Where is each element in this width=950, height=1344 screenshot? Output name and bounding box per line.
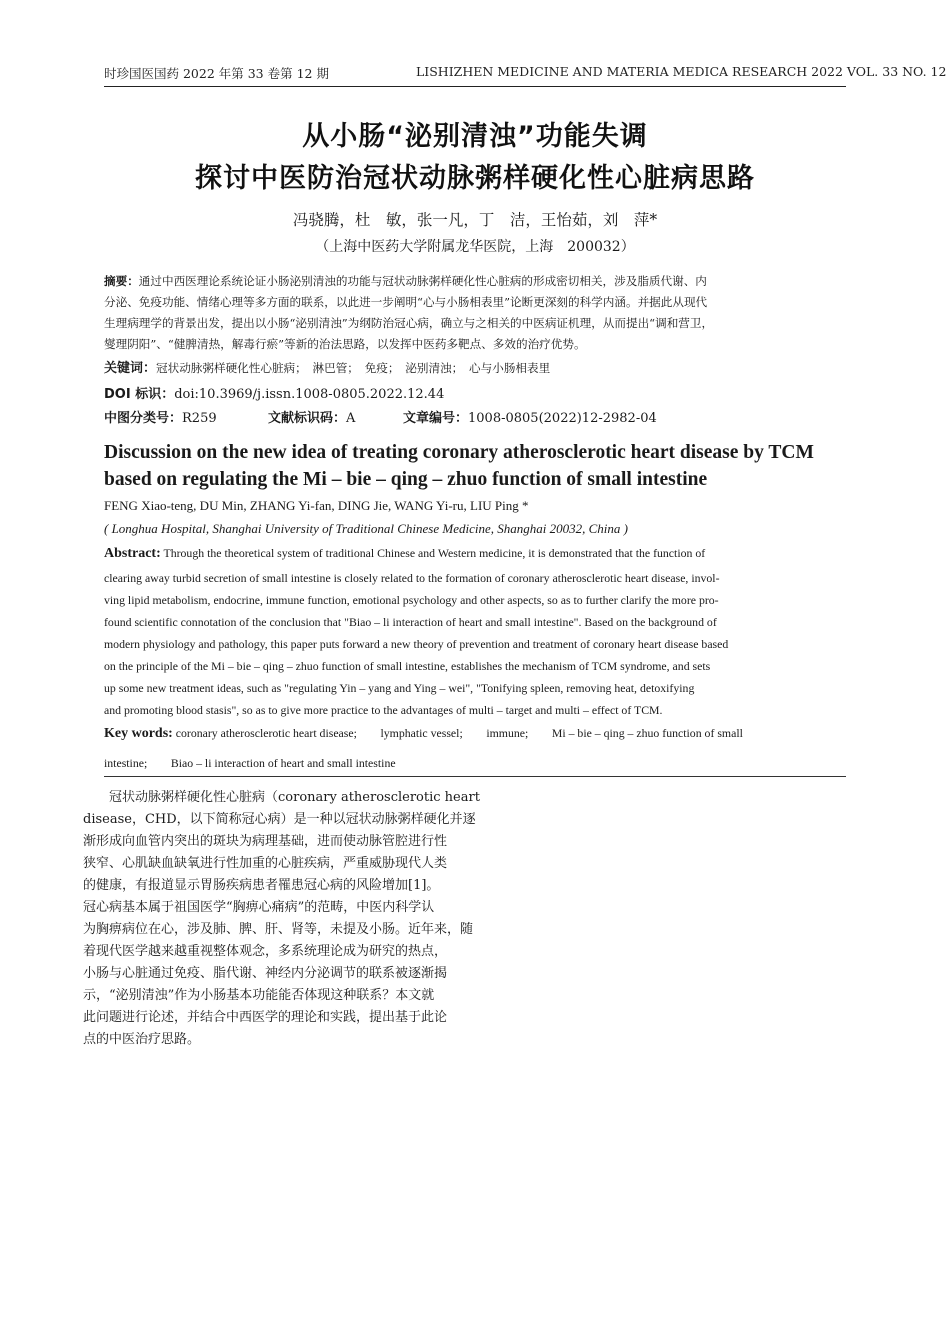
body-left-line: 着现代医学越来越重视整体观念，多系统理论成为研究的热点， bbox=[83, 944, 448, 959]
header-rule bbox=[104, 86, 846, 87]
abstract-en-line-5: modern physiology and pathology, this paper puts forward a new theory of prevention and treatment of coronary heart disease based bbox=[104, 637, 729, 651]
body-left-line: 渐形成向血管内突出的斑块为病理基础，进而使动脉管腔进行性 bbox=[83, 834, 448, 849]
article-number: 文章编号：1008-0805(2022)12-2982-04 bbox=[403, 411, 657, 426]
journal-header-en: LISHIZHEN MEDICINE AND MATERIA MEDICA RESEARCH 2022 VOL. 33 NO. 12 bbox=[416, 64, 947, 79]
section-rule bbox=[104, 776, 846, 777]
abstract-en-label: Abstract: bbox=[104, 546, 161, 561]
abstract-en-line-2: clearing away turbid secretion of small intestine is closely related to the formation of coronary atherosclerotic heart disease, invol- bbox=[104, 571, 720, 585]
abstract-cn-line-2: 分泌、免疫功能、情绪心理等多方面的联系，以此进一步阐明“心与小肠相表里”论断更深刻的科学内涵。并据此从现代 bbox=[104, 295, 708, 309]
abstract-en-line-1: Abstract: Through the theoretical system of traditional Chinese and Western medicine, it is demonstrated that the function of bbox=[104, 546, 706, 561]
journal-header-cn: 时珍国医国药 2022 年第 33 卷第 12 期 bbox=[104, 66, 329, 81]
abstract-en-line-4: found scientific connotation of the conclusion that "Biao – li interaction of heart and small intestine". Based on the background of bbox=[104, 615, 717, 629]
keywords-en-line-2: intestine; Biao – li interaction of heart and small intestine bbox=[104, 756, 396, 770]
body-left-line: 点的中医治疗思路。 bbox=[83, 1032, 201, 1047]
body-left-line: 为胸痹病位在心，涉及肺、脾、肝、肾等，未提及小肠。近年来，随 bbox=[83, 922, 474, 937]
abstract-cn-label: 摘要： bbox=[104, 274, 139, 288]
abstract-en-line-8: and promoting blood stasis", so as to give more practice to the advantages of multi – target and multi – effect of TCM. bbox=[104, 703, 663, 717]
affiliation-en: ( Longhua Hospital, Shanghai University of Traditional Chinese Medicine, Shanghai 20032, China ) bbox=[104, 521, 628, 536]
title-en-line-2: based on regulating the Mi – bie – qing – zhuo function of small intestine bbox=[104, 469, 708, 490]
body-left-line: 的健康，有报道显示胃肠疾病患者罹患冠心病的风险增加[1]。 bbox=[83, 878, 440, 893]
keywords-en-label: Key words: bbox=[104, 726, 173, 741]
body-left-line: 狭窄、心肌缺血缺氧进行性加重的心脏疾病，严重威胁现代人类 bbox=[83, 856, 448, 871]
body-left-line: 小肠与心脏通过免疫、脂代谢、神经内分泌调节的联系被逐渐揭 bbox=[83, 966, 448, 981]
clc-number: 中图分类号：R259 bbox=[104, 411, 217, 426]
affiliation: （上海中医药大学附属龙华医院，上海 200032） bbox=[315, 239, 635, 255]
authors: 冯骁腾，杜 敏，张一凡，丁 洁，王怡茹，刘 萍* bbox=[292, 211, 658, 229]
document-code: 文献标识码：A bbox=[268, 411, 356, 426]
title-line-2: 探讨中医防治冠状动脉粥样硬化性心脏病思路 bbox=[195, 163, 755, 194]
body-left-line: 此问题进行论述，并结合中西医学的理论和实践，提出基于此论 bbox=[83, 1010, 448, 1025]
body-left-line: 冠状动脉粥样硬化性心脏病（coronary atherosclerotic heart bbox=[83, 790, 480, 805]
abstract-cn-line-1: 摘要：通过中西医理论系统论证小肠泌别清浊的功能与冠状动脉粥样硬化性心脏病的形成密切相关，涉及脂质代谢、内 bbox=[104, 274, 707, 288]
title-line-1: 从小肠“泌别清浊”功能失调 bbox=[302, 121, 648, 152]
body-left-line: 冠心病基本属于祖国医学“胸痹心痛病”的范畴，中医内科学认 bbox=[83, 900, 435, 915]
title-en-line-1: Discussion on the new idea of treating coronary atherosclerotic heart disease by TCM bbox=[104, 442, 814, 463]
abstract-en-line-7: up some new treatment ideas, such as "regulating Yin – yang and Ying – wei", "Tonifying spleen, removing heat, detoxifying bbox=[104, 681, 695, 695]
abstract-en-line-3: ving lipid metabolism, endocrine, immune function, emotional psychology and other aspects, so as to further clarify the more pro- bbox=[104, 593, 719, 607]
abstract-en-line-6: on the principle of the Mi – bie – qing – zhuo function of small intestine, establishes the mechanism of TCM syndrome, and sets bbox=[104, 659, 711, 673]
doi: DOI 标识：doi:10.3969/j.issn.1008-0805.2022.12.44 bbox=[104, 387, 445, 402]
abstract-cn-line-4: 燮理阴阳”、“健脾清热，解毒行瘀”等新的治法思路，以发挥中医药多靶点、多效的治疗优势。 bbox=[104, 337, 586, 351]
abstract-cn-line-3: 生理病理学的背景出发，提出以小肠“泌别清浊”为纲防治冠心病，确立与之相关的中医病证机理，从而提出“调和营卫， bbox=[104, 316, 714, 330]
body-left-line: disease，CHD，以下简称冠心病）是一种以冠状动脉粥样硬化并逐 bbox=[83, 812, 476, 827]
keywords-en-line-1: Key words: coronary atherosclerotic heart disease; lymphatic vessel; immune; Mi – bie – qing – zhuo function of small bbox=[104, 726, 743, 741]
keywords-cn-label: 关键词： bbox=[104, 361, 157, 376]
authors-en: FENG Xiao-teng, DU Min, ZHANG Yi-fan, DING Jie, WANG Yi-ru, LIU Ping * bbox=[104, 498, 529, 513]
keywords-cn: 关键词：冠状动脉粥样硬化性心脏病； 淋巴管； 免疫； 泌别清浊； 心与小肠相表里 bbox=[104, 361, 551, 376]
body-left-line: 示，“泌别清浊”作为小肠基本功能能否体现这种联系？本文就 bbox=[83, 988, 435, 1003]
